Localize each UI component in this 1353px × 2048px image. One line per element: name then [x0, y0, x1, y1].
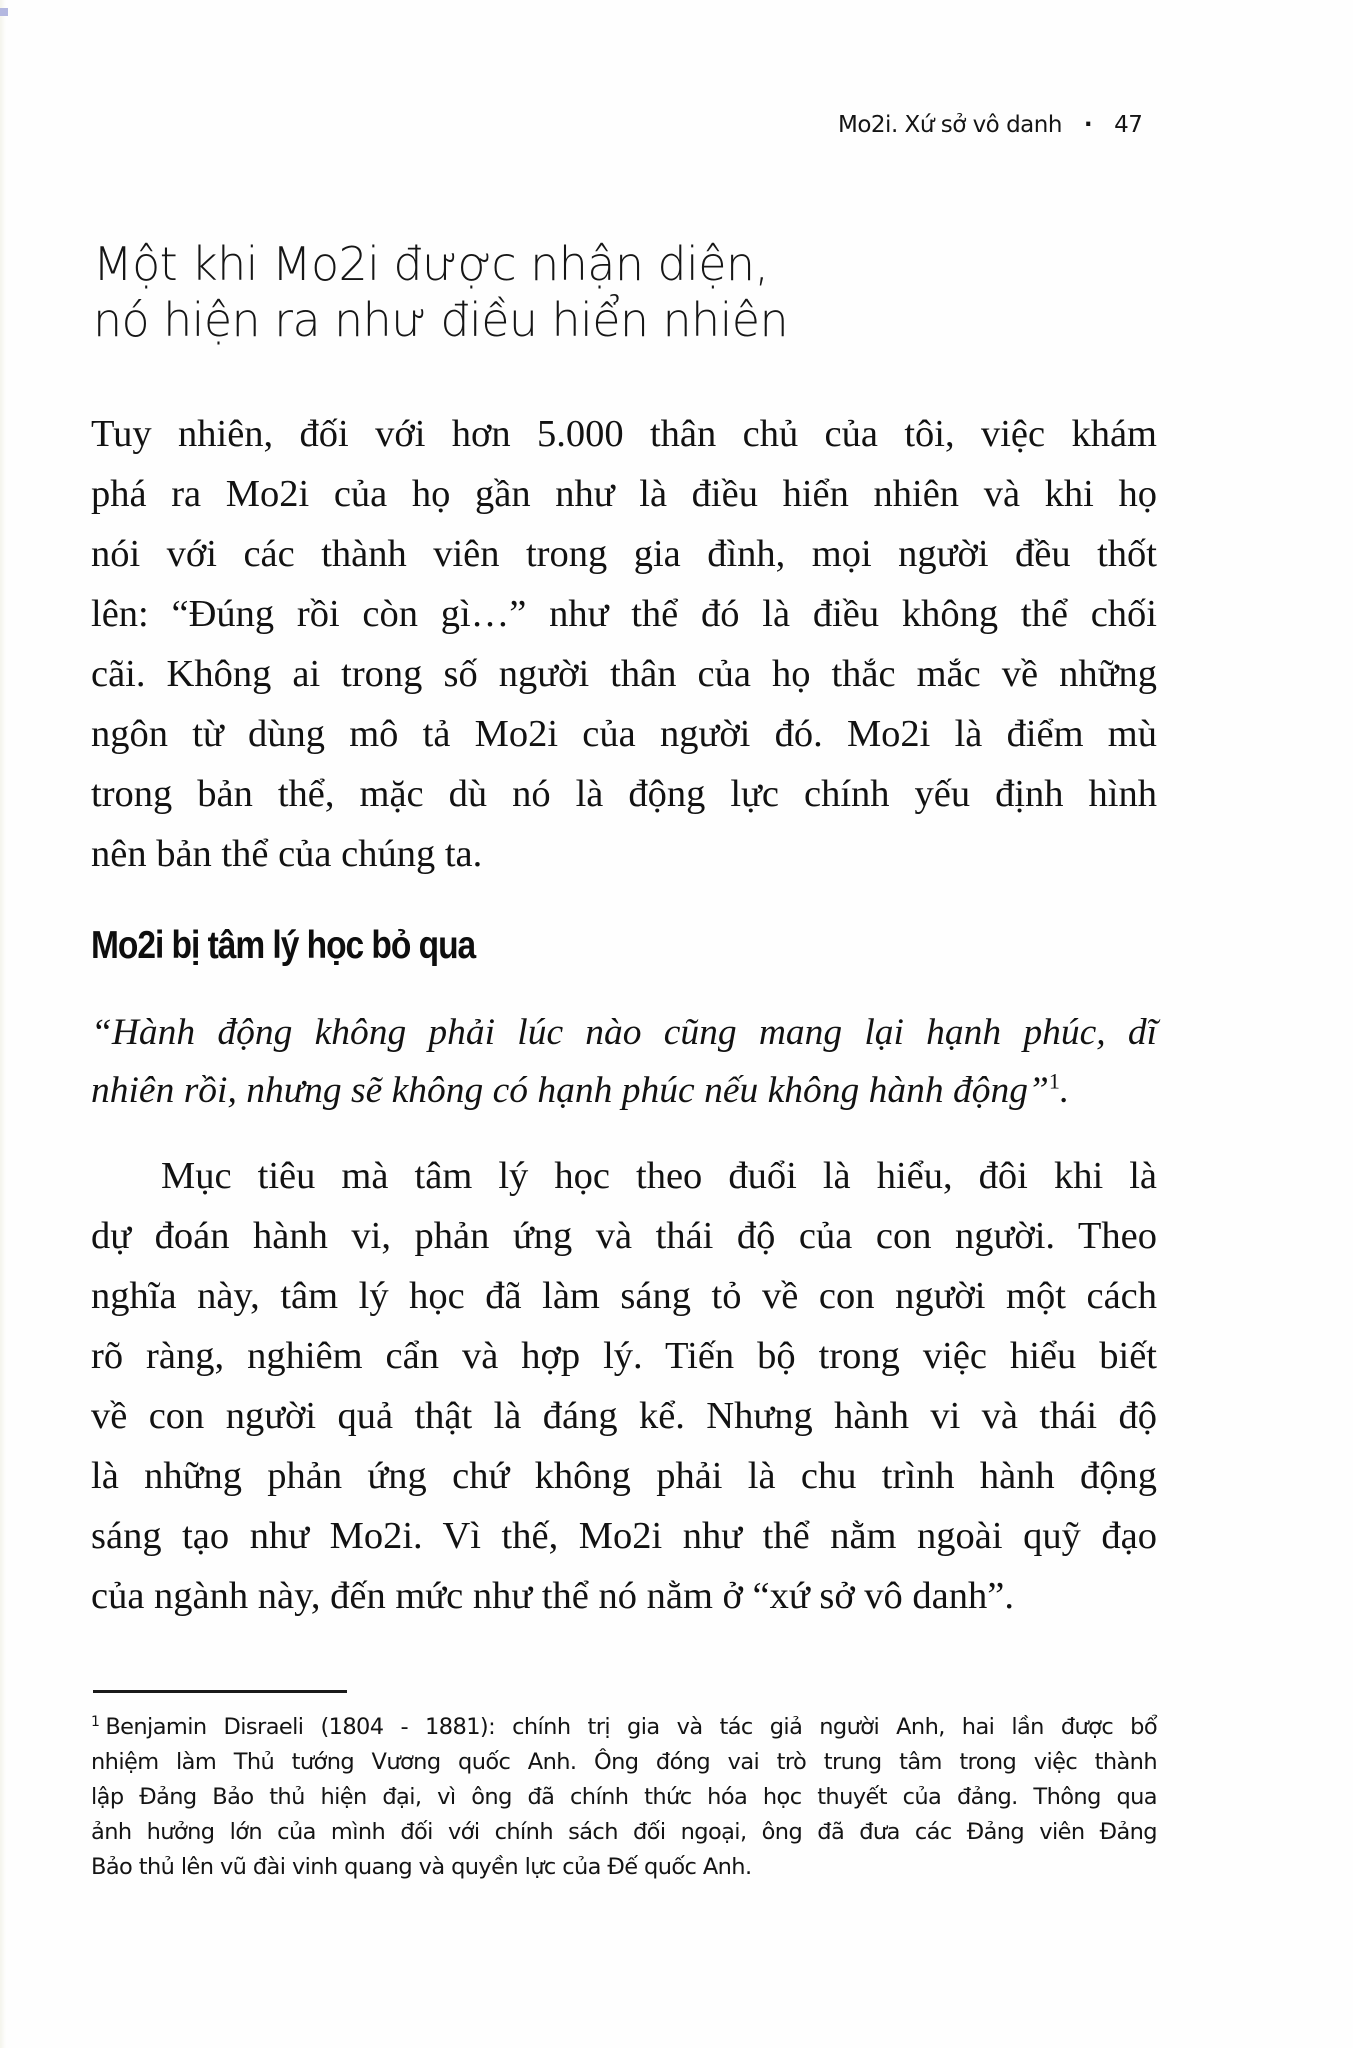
footnote-mark: 1: [91, 1713, 100, 1730]
footnote-line: nhiệm làm Thủ tướng Vương quốc Anh. Ông đóng vai trò trung tâm trong việc thành: [91, 1749, 1157, 1775]
paragraph-line: cãi. Không ai trong số người thân của họ thắc mắc về những: [91, 653, 1157, 695]
footnote-line: ảnh hưởng lớn của mình đối với chính sách đối ngoại, ông đã đưa các Đảng viên Đảng: [91, 1819, 1157, 1845]
paragraph-line: dự đoán hành vi, phản ứng và thái độ của con người. Theo: [91, 1215, 1157, 1257]
paragraph-line: Tuy nhiên, đối với hơn 5.000 thân chủ của tôi, việc khám: [91, 413, 1157, 455]
paragraph-line: lên: “Đúng rồi còn gì…” như thể đó là điều không thể chối: [91, 593, 1157, 635]
section-title: [93, 236, 1093, 348]
footnote-reference[interactable]: 1: [1048, 1068, 1060, 1094]
quote-line-text: nhiên rồi, nhưng sẽ không có hạnh phúc nếu không hành động”: [91, 1070, 1049, 1111]
paragraph-line: trong bản thể, mặc dù nó là động lực chính yếu định hình: [91, 773, 1157, 815]
paragraph-line: về con người quả thật là đáng kể. Nhưng hành vi và thái độ: [91, 1395, 1157, 1437]
quote-line: [91, 1062, 1157, 1120]
section-title-line: nó hiện ra như điều hiển nhiên: [93, 293, 789, 347]
footnote-line: lập Đảng Bảo thủ hiện đại, vì ông đã chính thức hóa học thuyết của đảng. Thông qua: [91, 1784, 1157, 1810]
paragraph-line: của ngành này, đến mức như thể nó nằm ở “xứ sở vô danh”.: [91, 1575, 1014, 1617]
scan-corner-artifact: [0, 8, 8, 16]
footnote-line: [91, 1710, 1157, 1745]
section-title-line: Một khi Mo2i được nhận diện,: [93, 237, 769, 291]
paragraph-line: phá ra Mo2i của họ gần như là điều hiển nhiên và khi họ: [91, 473, 1157, 515]
paragraph-line: nên bản thể của chúng ta.: [91, 833, 483, 875]
paragraph-line: ngôn từ dùng mô tả Mo2i của người đó. Mo2i là điểm mù: [91, 713, 1157, 755]
paragraph-line: nghĩa này, tâm lý học đã làm sáng tỏ về con người một cách: [91, 1275, 1157, 1317]
epigraph-quote: [91, 1004, 1157, 1120]
paragraph-1: [91, 404, 1157, 884]
footnote-divider: [93, 1690, 347, 1693]
quote-trailing-punctuation: .: [1059, 1070, 1070, 1111]
subsection-heading: Mo2i bị tâm lý học bỏ qua: [91, 924, 476, 967]
paragraph-line: là những phản ứng chứ không phải là chu trình hành động: [91, 1455, 1157, 1497]
paragraph-line: nói với các thành viên trong gia đình, mọi người đều thốt: [91, 533, 1157, 575]
paragraph-line: rõ ràng, nghiêm cẩn và hợp lý. Tiến bộ trong việc hiểu biết: [91, 1335, 1157, 1377]
footnote-line-text: Benjamin Disraeli (1804 - 1881): chính trị gia và tác giả người Anh, hai lần được bổ: [105, 1714, 1157, 1740]
paragraph-line: Mục tiêu mà tâm lý học theo đuổi là hiểu, đôi khi là: [161, 1155, 1157, 1197]
quote-line: “Hành động không phải lúc nào cũng mang lại hạnh phúc, dĩ: [91, 1012, 1157, 1053]
scan-edge-shadow: [0, 0, 6, 2048]
paragraph-line: sáng tạo như Mo2i. Vì thế, Mo2i như thể nằm ngoài quỹ đạo: [91, 1515, 1157, 1557]
running-header: [838, 112, 1142, 138]
page-number: 47: [1114, 112, 1143, 138]
paragraph-2: [91, 1146, 1157, 1626]
footnote: [91, 1710, 1157, 1885]
running-header-chapter: Mo2i. Xứ sở vô danh: [838, 112, 1062, 138]
footnote-line: Bảo thủ lên vũ đài vinh quang và quyền lực của Đế quốc Anh.: [91, 1854, 752, 1880]
running-header-separator: ·: [1083, 112, 1093, 138]
